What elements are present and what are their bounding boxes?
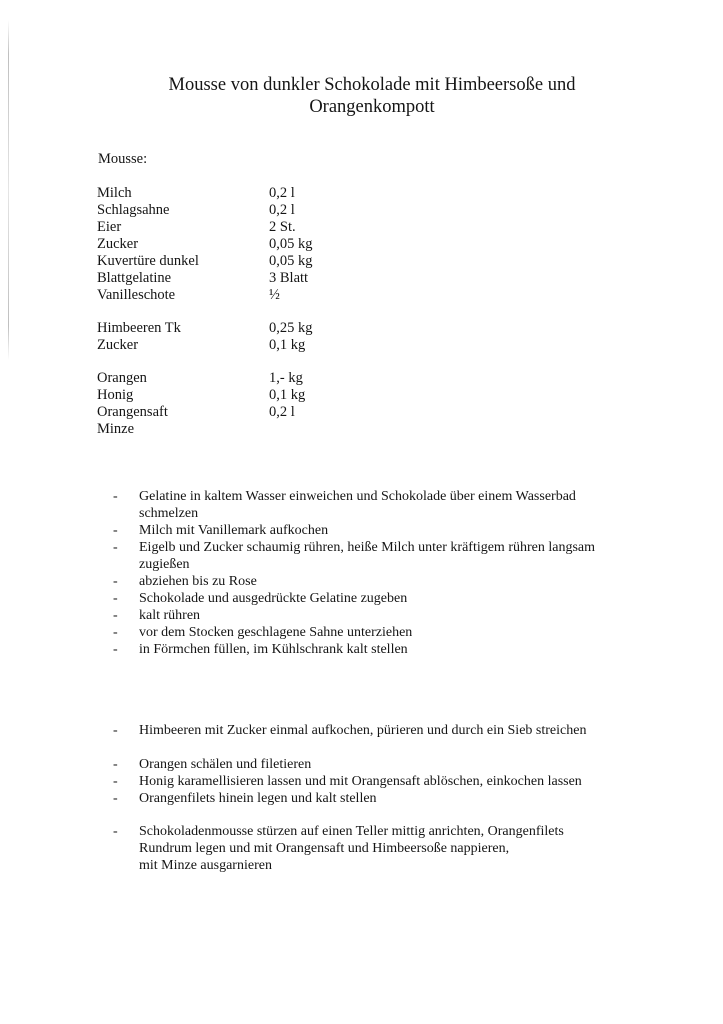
step-bullet-dash: - [113, 757, 118, 772]
ingredient-quantity: 2 St. [269, 219, 296, 235]
step-item [113, 590, 653, 607]
ingredient-row [97, 387, 313, 404]
ingredient-name: Minze [97, 421, 135, 437]
step-item [113, 539, 653, 573]
step-text-line: vor dem Stocken geschlagene Sahne unterziehen [139, 625, 413, 640]
ingredient-row [97, 287, 313, 304]
ingredient-row [97, 219, 313, 236]
ingredient-group [97, 370, 313, 438]
recipe-title [100, 74, 644, 118]
ingredient-name: Eier [97, 219, 122, 235]
recipe-title-line-1: Mousse von dunkler Schokolade mit Himbeersoße und [168, 75, 576, 95]
preparation-steps-plating [113, 823, 653, 874]
ingredient-quantity: 0,2 l [269, 202, 295, 218]
step-bullet-dash: - [113, 574, 118, 589]
ingredient-quantity: 0,2 l [269, 185, 295, 201]
step-text-line: Eigelb und Zucker schaumig rühren, heiße Milch unter kräftigem rühren langsam [139, 540, 596, 555]
ingredient-quantity: 0,25 kg [269, 320, 313, 336]
ingredient-row [97, 320, 313, 337]
step-item [113, 624, 653, 641]
ingredient-group [97, 320, 313, 354]
ingredient-name: Kuvertüre dunkel [97, 253, 199, 269]
step-item [113, 722, 653, 739]
ingredient-row [97, 404, 313, 421]
step-text-line: mit Minze ausgarnieren [139, 858, 272, 873]
step-item [113, 773, 653, 790]
ingredient-name: Orangensaft [97, 404, 168, 420]
step-item [113, 522, 653, 539]
ingredient-name: Zucker [97, 236, 139, 252]
ingredient-name: Schlagsahne [97, 202, 170, 218]
step-bullet-dash: - [113, 523, 118, 538]
ingredient-name: Zucker [97, 337, 139, 353]
step-bullet-dash: - [113, 591, 118, 606]
ingredient-quantity: 0,1 kg [269, 387, 306, 403]
ingredient-group [97, 185, 313, 304]
step-text-line: Schokolade und ausgedrückte Gelatine zugeben [139, 591, 408, 606]
section-label-mousse: Mousse: [98, 151, 148, 167]
ingredient-name: Milch [97, 185, 132, 201]
step-text-line: kalt rühren [139, 608, 201, 623]
ingredient-quantity: 0,2 l [269, 404, 295, 420]
scan-edge-mark [8, 20, 9, 360]
step-item [113, 573, 653, 590]
step-bullet-dash: - [113, 774, 118, 789]
ingredient-row [97, 185, 313, 202]
ingredient-row [97, 270, 313, 287]
step-text-line: Himbeeren mit Zucker einmal aufkochen, pürieren und durch ein Sieb streichen [139, 723, 587, 738]
step-text-line: zugießen [139, 557, 190, 572]
step-bullet-dash: - [113, 824, 118, 839]
step-text-line: Orangenfilets hinein legen und kalt stellen [139, 791, 377, 806]
step-text-line: Gelatine in kaltem Wasser einweichen und Schokolade über einem Wasserbad [139, 489, 576, 504]
ingredient-quantity: 0,05 kg [269, 236, 313, 252]
ingredient-row [97, 370, 313, 387]
ingredient-quantity: ½ [269, 287, 280, 303]
step-text-line: in Förmchen füllen, im Kühlschrank kalt stellen [139, 642, 408, 657]
step-text-line: abziehen bis zu Rose [139, 574, 257, 589]
step-bullet-dash: - [113, 642, 118, 657]
step-item [113, 823, 653, 874]
step-bullet-dash: - [113, 723, 118, 738]
ingredient-row [97, 421, 313, 438]
ingredient-name: Honig [97, 387, 134, 403]
ingredient-name: Vanilleschote [97, 287, 176, 303]
step-item [113, 756, 653, 773]
ingredient-name: Orangen [97, 370, 147, 386]
step-bullet-dash: - [113, 625, 118, 640]
step-text-line: Honig karamellisieren lassen und mit Orangensaft ablöschen, einkochen lassen [139, 774, 582, 789]
preparation-steps-raspberry-sauce [113, 722, 653, 739]
ingredient-quantity: 0,1 kg [269, 337, 306, 353]
ingredient-row [97, 253, 313, 270]
step-text-line: Schokoladenmousse stürzen auf einen Teller mittig anrichten, Orangenfilets [139, 824, 564, 839]
ingredient-quantity: 1,- kg [269, 370, 303, 386]
ingredient-row [97, 236, 313, 253]
step-bullet-dash: - [113, 791, 118, 806]
ingredient-row [97, 337, 313, 354]
step-bullet-dash: - [113, 608, 118, 623]
step-item [113, 641, 653, 658]
preparation-steps-mousse [113, 488, 653, 658]
recipe-title-line-2: Orangenkompott [309, 97, 435, 117]
step-item [113, 488, 653, 522]
step-text-line: Milch mit Vanillemark aufkochen [139, 523, 329, 538]
step-item [113, 607, 653, 624]
ingredient-name: Blattgelatine [97, 270, 172, 286]
ingredient-name: Himbeeren Tk [97, 320, 181, 336]
ingredient-quantity: 3 Blatt [269, 270, 309, 286]
step-item [113, 790, 653, 807]
step-text-line: Rundrum legen und mit Orangensaft und Himbeersoße nappieren, [139, 841, 510, 856]
preparation-steps-orange-compote [113, 756, 653, 807]
step-text-line: Orangen schälen und filetieren [139, 757, 312, 772]
step-bullet-dash: - [113, 540, 118, 555]
ingredient-row [97, 202, 313, 219]
ingredient-quantity: 0,05 kg [269, 253, 313, 269]
step-text-line: schmelzen [139, 506, 199, 521]
ingredient-list [97, 185, 313, 454]
step-bullet-dash: - [113, 489, 118, 504]
